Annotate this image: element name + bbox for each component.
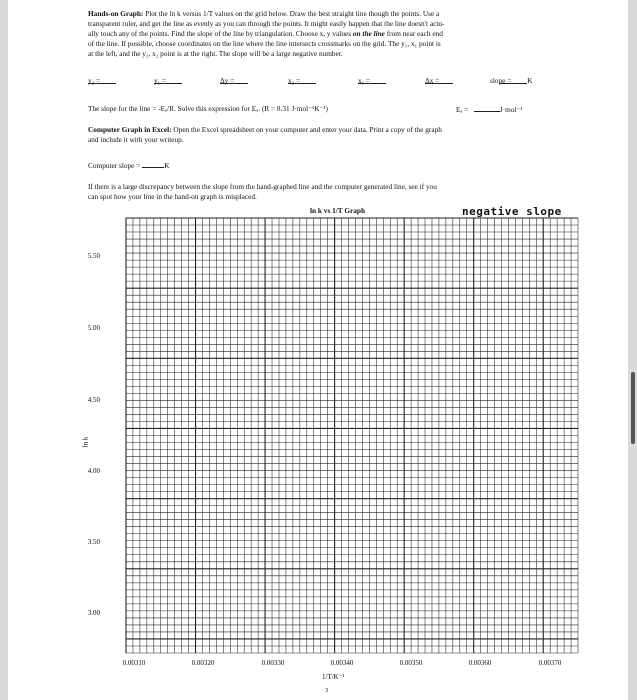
- y-tick-label: 5.50: [87, 252, 100, 260]
- discrepancy-paragraph: If there is a large discrepancy between the slope from the hand-graphed line and the computer generated line, see if you can spot how your line in the hand-on graph is misplaced.: [88, 182, 437, 201]
- page-number: 3: [325, 687, 329, 694]
- y-tick-label: 4.50: [87, 396, 100, 404]
- x-axis-label: 1/T/K⁻¹: [322, 673, 345, 681]
- y-tick-label: 5.00: [87, 324, 100, 332]
- y-tick-label: 3.00: [87, 609, 100, 617]
- ea-field: Eₐ = J·mol⁻¹: [456, 105, 523, 114]
- left-margin: [0, 0, 8, 700]
- x-tick-label: 0.00370: [538, 659, 562, 667]
- scrollbar-track[interactable]: [628, 0, 637, 700]
- slope-expression: The slope for the line = -Eₐ/R. Solve this expression for Eₐ. (R = 8.31 J·mol⁻¹K⁻¹): [88, 104, 328, 113]
- intro-heading: Hands-on Graph:: [88, 9, 144, 18]
- scrollbar-thumb[interactable]: [631, 372, 635, 444]
- y-tick-label: 3.50: [87, 538, 100, 546]
- x-tick-label: 0.00360: [468, 659, 492, 667]
- computer-slope-field: Computer slope = K: [88, 161, 170, 170]
- x-tick-label: 0.00340: [330, 659, 354, 667]
- handwritten-note: negative slope: [462, 205, 562, 218]
- document-page: Hands-on Graph: Plot the ln k versus 1/T values on the grid below. Draw the best straight line though the points. Use a transparent ruler, and get the line as evenly as you can through the points. It might easily happen that the line doesn't actu- ally touch any of the points. Find the slope of the line by triangulation. Choose x, y values on the line from near each end of the line. If possible, choose coordinates on the line where the line intersects crossmarks on the grid. The y₁, x₁ point is at the left, and the y₂, x₂ point is at the right. The slope will be a large negative number. y₂ = y₁ = Δy = x₂ = x₁ = Δx = slope = K The slope for the line = -Eₐ/R. Solve this expression for Eₐ. (R = 8.31 J·mol⁻¹K⁻¹) Eₐ = J·mol⁻¹ Computer Graph in Excel: Open the Excel spreadsheet on your computer and enter your data. Print a copy of the graph and include it with your writeup. Computer slope = K If there is a large discrepancy between the slope from the hand-graphed line and the computer generated line, see if you can spot how your line in the hand-on graph is misplaced. ln k vs 1/T Graph negative slope 5.50 5.00 4.50 4.00 3.50 3.00 ln k 0.00310 0.00320 0.00330 0.00340 0.00350 0.00360 0.00370 1/T/K⁻¹ 3: [8, 0, 628, 700]
- computer-graph-paragraph: Computer Graph in Excel: Open the Excel spreadsheet on your computer and enter your data. Print a copy of the graph and include it with your writeup.: [88, 125, 442, 144]
- graph-grid: [8, 0, 628, 700]
- intro-paragraph: Hands-on Graph: Plot the ln k versus 1/T values on the grid below. Draw the best straight line though the points. Use a transparent ruler, and get the line as evenly as you can through the points. It might easily happen that the line doesn't actu- ally touch any of the points. Find the slope of the line by triangulation. Choose x, y values on the line from near each end of the line. If possible, choose coordinates on the line where the line intersects crossmarks on the grid. The y₁, x₁ point is at the left, and the y₂, x₂ point is at the right. The slope will be a large negative number.: [88, 9, 445, 58]
- x-tick-label: 0.00320: [191, 659, 215, 667]
- x-tick-label: 0.00330: [261, 659, 285, 667]
- y-axis-label: ln k: [81, 436, 90, 448]
- x-tick-label: 0.00350: [399, 659, 423, 667]
- x-tick-label: 0.00310: [122, 659, 146, 667]
- graph-title: ln k vs 1/T Graph: [310, 206, 366, 215]
- y-tick-label: 4.00: [87, 467, 100, 475]
